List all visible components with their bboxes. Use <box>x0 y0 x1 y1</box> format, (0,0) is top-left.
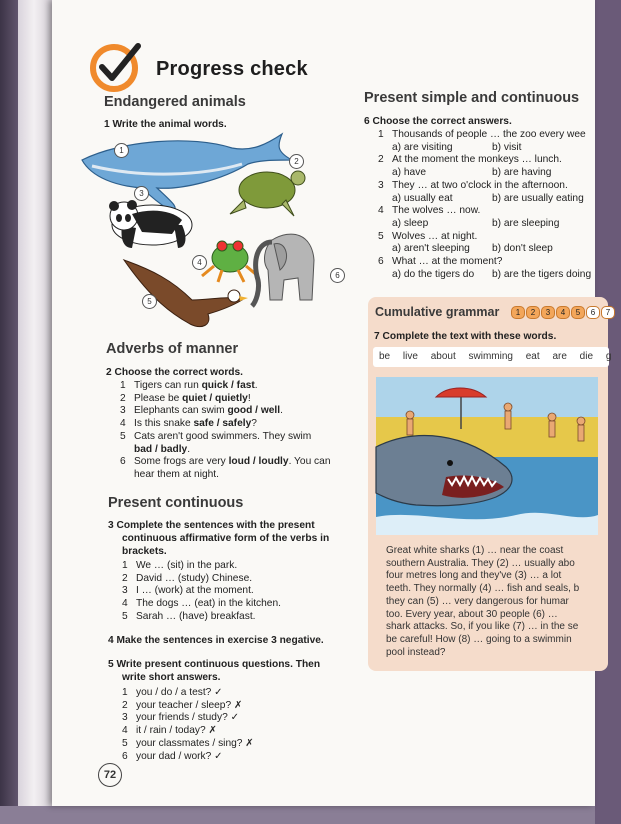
exercise-5-instruction-line-1: 5 Write present continuous questions. Then <box>108 659 321 670</box>
elephant-icon <box>252 234 314 306</box>
exercise-3-instruction-line-3: brackets. <box>122 546 167 557</box>
turtle-icon <box>230 171 305 216</box>
list-item: 6 your dad / work? ✓ <box>122 750 223 762</box>
word-bank-item: swimming <box>468 351 513 362</box>
word-bank-item: g <box>605 351 612 362</box>
passage-line: southern Australia. They (2) … usually abo <box>386 557 575 569</box>
shark-beach-illustration <box>376 377 598 535</box>
list-item: 2 David … (study) Chinese. <box>122 572 253 584</box>
list-item: 2 your teacher / sleep? ✗ <box>122 699 243 711</box>
page-number: 72 <box>98 763 122 787</box>
list-item: 3 I … (work) at the moment. <box>122 585 254 597</box>
list-item: 6 Some frogs are very loud / loudly. You can <box>120 456 331 468</box>
passage-line: four metres long and they've (3) … a lot <box>386 570 562 582</box>
progress-check-tick-icon <box>90 40 142 92</box>
list-item: 4 The wolves … now. a) sleep b) are sleeping <box>378 205 560 229</box>
exercise-4-instruction: 4 Make the sentences in exercise 3 negative. <box>108 635 324 646</box>
list-item: 2 Please be quiet / quietly! <box>120 392 251 404</box>
list-item: 1 you / do / a test? ✓ <box>122 687 223 698</box>
list-item: bad / badly. <box>134 443 191 455</box>
word-bank-item: eat <box>525 351 540 362</box>
unit-badge: 3 <box>541 306 555 319</box>
list-item: 3 They … at two o'clock in the afternoon. a) usually eat b) are usually eating <box>378 179 584 204</box>
passage-line: teeth. They normally (4) … fish and seals, b <box>386 583 580 595</box>
word-bank-item: die <box>579 351 594 362</box>
panda-icon <box>109 200 192 248</box>
exercise-7-instruction: 7 Complete the text with these words. <box>374 331 557 342</box>
list-item: 5 Sarah … (have) breakfast. <box>122 610 256 622</box>
unit-badge: 6 <box>586 306 600 319</box>
unit-badge: 4 <box>556 306 570 319</box>
passage-line: too. Every year, about 30 people (6) … <box>386 608 558 620</box>
heading-endangered-animals: Endangered animals <box>104 94 246 110</box>
page-shadow <box>0 806 595 824</box>
unit-badges <box>511 306 616 319</box>
list-item: 1 We … (sit) in the park. <box>122 560 238 571</box>
exercise-3-instruction-line-1: 3 Complete the sentences with the present <box>108 520 315 531</box>
passage-line: Great white sharks (1) … near the coast <box>386 545 564 556</box>
list-item: 4 it / rain / today? ✗ <box>122 725 218 737</box>
exercise-6-instruction: 6 Choose the correct answers. <box>364 116 512 127</box>
exercise-5-list <box>122 687 254 763</box>
passage-line: they can (5) … very dangerous for humar <box>386 595 569 607</box>
label-tag-6: 6 <box>330 268 345 283</box>
label-tag-3: 3 <box>134 186 149 201</box>
exercise-5-instruction-line-2: write short answers. <box>122 672 221 683</box>
list-item: 4 Is this snake safe / safely? <box>120 418 257 430</box>
passage-line: pool instead? <box>386 646 446 658</box>
exercise-1-instruction: 1 Write the animal words. <box>104 119 227 130</box>
list-item: 1 Thousands of people … the zoo every wee a) are visiting b) visit <box>378 129 586 153</box>
label-tag-1: 1 <box>114 143 129 158</box>
unit-badge: 5 <box>571 306 585 319</box>
list-item: 6 What … at the moment? a) do the tigers do b) are the tigers doing <box>378 256 592 280</box>
animals-illustration <box>62 130 302 340</box>
cumulative-grammar-heading: Cumulative grammar <box>375 305 500 319</box>
label-tag-2: 2 <box>289 154 304 169</box>
list-item: 3 Elephants can swim good / well. <box>120 405 283 417</box>
exercise-2-list <box>120 380 331 482</box>
exercise-6-list <box>378 129 591 281</box>
word-bank <box>373 347 612 367</box>
exercise-3-instruction-line-2: continuous affirmative form of the verbs in <box>122 533 330 544</box>
list-item: 4 The dogs … (eat) in the kitchen. <box>122 598 281 610</box>
list-item: 2 At the moment the monkeys … lunch. a) have b) are having <box>378 154 562 179</box>
list-item: 5 Cats aren't good swimmers. They swim <box>120 430 312 442</box>
list-item: hear them at night. <box>134 468 219 480</box>
frog-icon <box>202 241 258 282</box>
list-item: 1 Tigers can run quick / fast. <box>120 380 258 391</box>
unit-badge: 2 <box>526 306 540 319</box>
word-bank-item: about <box>430 351 456 362</box>
passage-line: shark attacks. So, if you like (7) … in the se <box>386 621 579 633</box>
textbook-page <box>52 0 612 806</box>
word-bank-item: are <box>552 351 567 362</box>
shark-passage <box>386 545 596 659</box>
exercise-2-instruction: 2 Choose the correct words. <box>106 367 243 378</box>
list-item: 5 your classmates / sing? ✗ <box>122 737 254 749</box>
label-tag-5: 5 <box>142 294 157 309</box>
word-bank-item: live <box>402 351 418 362</box>
list-item: 5 Wolves … at night. a) aren't sleeping b) don't sleep <box>378 230 553 255</box>
exercise-3-list <box>122 560 281 624</box>
page-title: Progress check <box>156 58 308 80</box>
heading-present-continuous: Present continuous <box>108 495 244 511</box>
unit-badge: 1 <box>511 306 525 319</box>
heading-present-simple-and-continuous: Present simple and continuous <box>364 90 580 106</box>
word-bank-item: be <box>379 351 391 362</box>
unit-badge: 7 <box>601 306 615 319</box>
list-item: 3 your friends / study? ✓ <box>122 712 240 724</box>
heading-adverbs-of-manner: Adverbs of manner <box>106 341 239 357</box>
passage-line: be careful! How (8) … going to a swimmin <box>386 633 572 645</box>
label-tag-4: 4 <box>192 255 207 270</box>
